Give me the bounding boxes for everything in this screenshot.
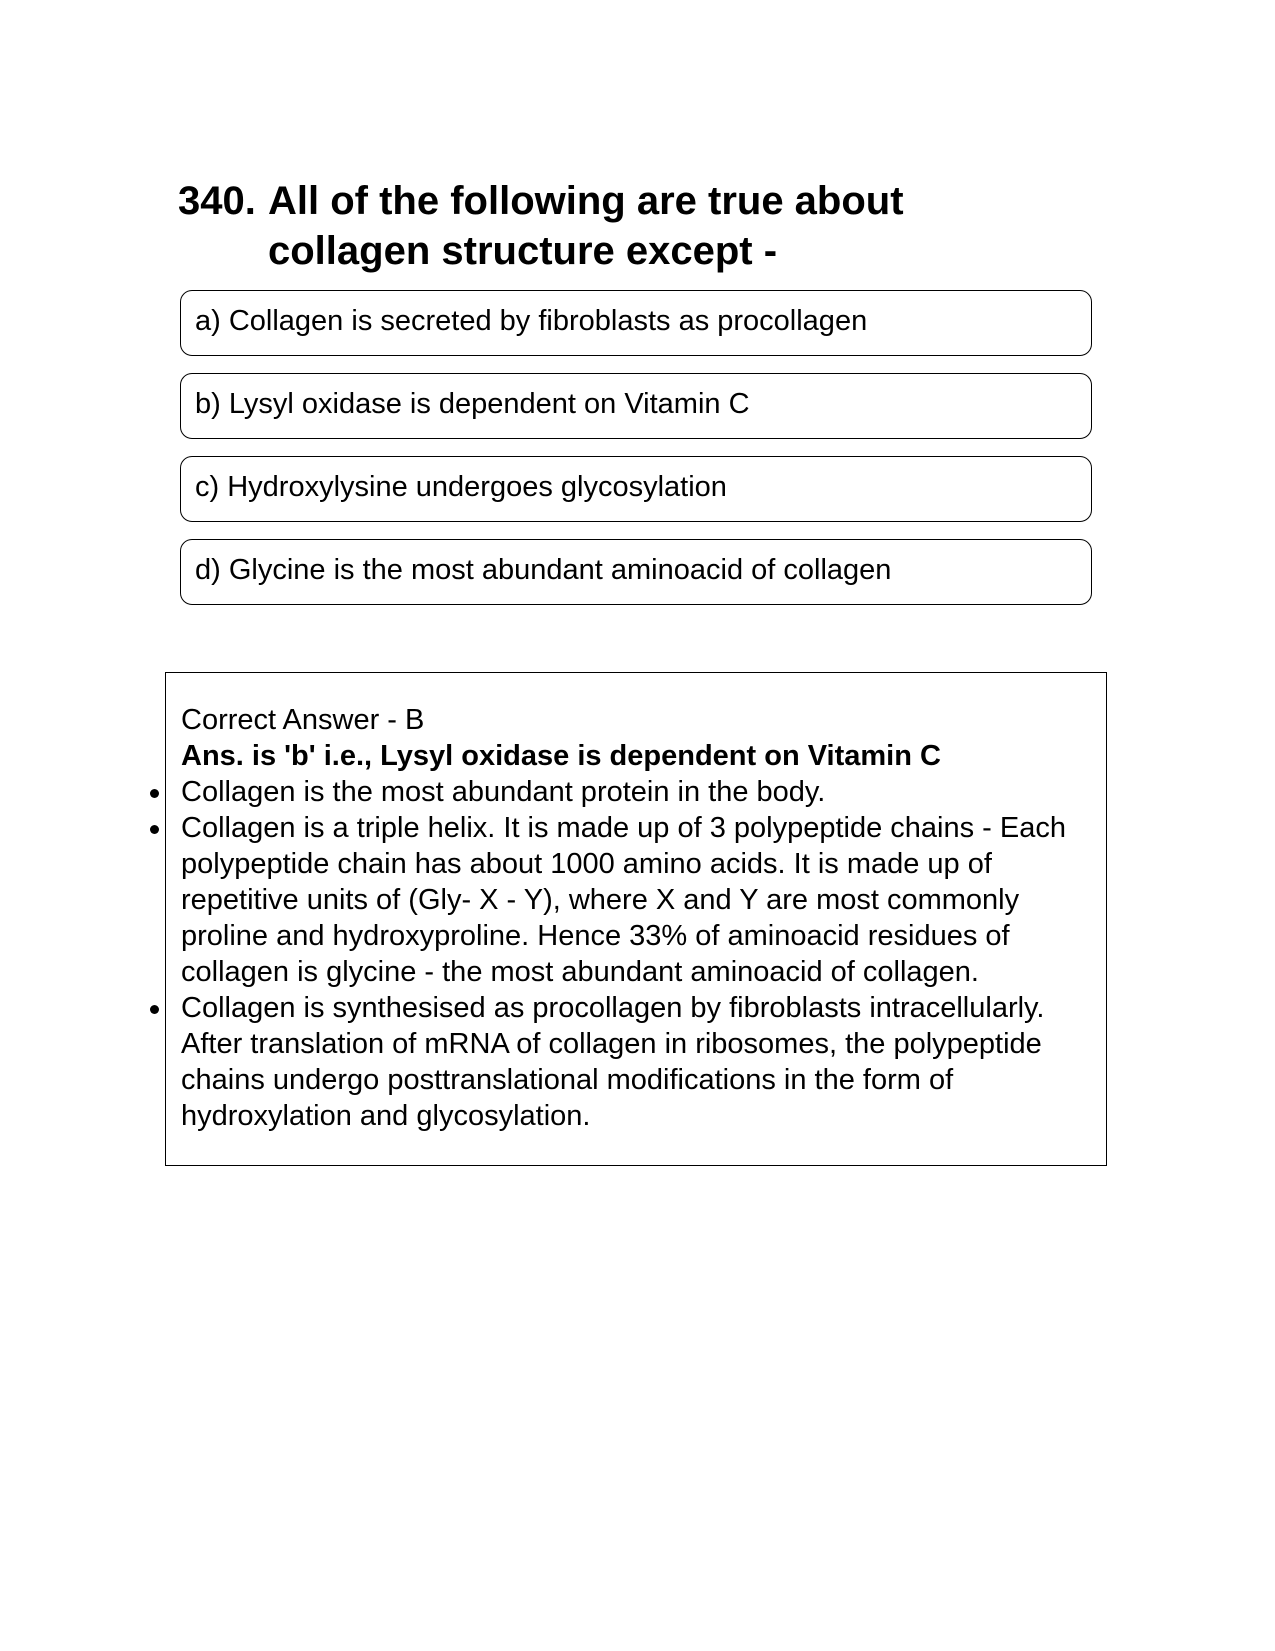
bullet-icon — [150, 789, 159, 798]
option-c[interactable]: c) Hydroxylysine undergoes glycosylation — [180, 456, 1092, 522]
option-d[interactable]: d) Glycine is the most abundant aminoacid of collagen — [180, 539, 1092, 605]
explanation-list — [181, 774, 1091, 1134]
option-b[interactable]: b) Lysyl oxidase is dependent on Vitamin C — [180, 373, 1092, 439]
explanation-point — [181, 810, 1091, 990]
answer-content — [181, 702, 1091, 1134]
explanation-point — [181, 774, 1091, 810]
question-number: 340. — [178, 179, 256, 223]
explanation-point-text: Collagen is the most abundant protein in the body. — [181, 776, 826, 808]
explanation-point-text: Collagen is a triple helix. It is made up of 3 polypeptide chains - Each polypeptide chain has about 1000 amino acids. It is made up of repetitive units of (Gly- X - Y), where X and Y are most commonly proline and hydroxyproline. Hence 33% of aminoacid residues of collagen is glycine - the most abundant aminoacid of collagen. — [181, 812, 1066, 988]
bullet-icon — [150, 1005, 159, 1014]
bullet-icon — [150, 825, 159, 834]
question-text: All of the following are true about collagen structure except - — [268, 179, 904, 273]
correct-answer: Correct Answer - B — [181, 704, 425, 736]
explanation-point-text: Collagen is synthesised as procollagen by fibroblasts intracellularly. After translation of mRNA of collagen in ribosomes, the polypeptide chains undergo posttranslational modifications in the form of hydroxylation and glycosylation. — [181, 992, 1045, 1132]
answer-explanation-title: Ans. is 'b' i.e., Lysyl oxidase is dependent on Vitamin C — [181, 740, 941, 772]
explanation-point — [181, 990, 1091, 1134]
question-heading — [178, 176, 1078, 276]
option-a[interactable]: a) Collagen is secreted by fibroblasts as procollagen — [180, 290, 1092, 356]
